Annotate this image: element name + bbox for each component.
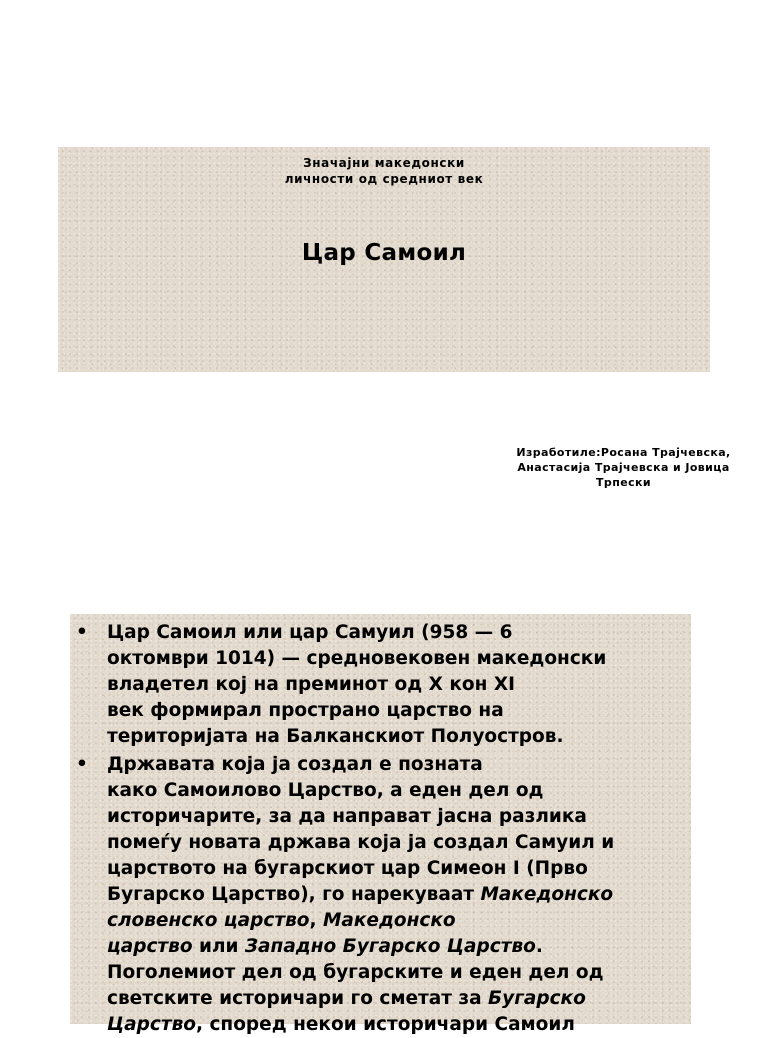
content-slide	[70, 614, 691, 1035]
text-line: како Самоилово Царство, а еден дел од	[107, 780, 544, 801]
text-run: .	[535, 936, 543, 957]
subtitle-line: Значајни македонски	[303, 156, 465, 170]
text-line	[107, 908, 691, 934]
text-run: Бугарско Царство), го нарекуваат	[107, 884, 481, 905]
text-line: Поголемиот дел од бугарските и еден дел од	[107, 962, 604, 983]
text-line: октомври 1014) — средновековен македонски	[107, 648, 607, 669]
bullet-item	[70, 752, 691, 1038]
bullet-list	[70, 620, 691, 1038]
italic-term: царство	[107, 936, 193, 957]
text-line: историчарите, за да направат јасна разлика	[107, 806, 587, 827]
text-line: територијата на Балканскиот Полуостров.	[107, 726, 564, 747]
slide-title: Цар Самоил	[301, 240, 467, 266]
text-line: век формирал пространо царство на	[107, 700, 504, 721]
text-line	[107, 1012, 691, 1038]
text-line: царството на бугарскиот цар Симеон I (Прво	[107, 858, 588, 879]
title-slide	[58, 147, 710, 372]
italic-term: Бугарско	[488, 988, 586, 1009]
text-line: помеѓу новата држава која ја создал Самуил и	[107, 832, 615, 853]
bullet-dot-icon: •	[76, 622, 88, 643]
text-run: , според некои историчари Самоил	[196, 1014, 575, 1035]
italic-term: Македонско	[480, 884, 614, 905]
subtitle-line: личности од средниот век	[284, 172, 484, 186]
text-line	[107, 934, 691, 960]
text-run: или	[192, 936, 245, 957]
text-line	[107, 620, 691, 646]
text-run: светските историчари го сметат за	[107, 988, 489, 1009]
text-line: владетел кој на преминот од X кон XI	[107, 674, 515, 695]
authors-line: Анастасија Трајчевска и Јовица	[517, 461, 730, 474]
text-line: Државата која ја создал е позната	[107, 754, 483, 775]
text-run: Цар Самоил или цар Самуил (958 — 6	[107, 622, 513, 643]
text-run: ,	[309, 910, 323, 931]
text-line	[107, 882, 691, 908]
italic-term: словенско царство	[107, 910, 310, 931]
authors-credit	[506, 445, 741, 490]
slide-subtitle	[58, 155, 710, 187]
bullet-dot-icon: •	[76, 754, 88, 775]
italic-term: Западно Бугарско Царство	[244, 936, 536, 957]
authors-line: Трпески	[596, 476, 651, 489]
italic-term: Македонско	[322, 910, 456, 931]
authors-line: Изработиле:Росана Трајчевска,	[516, 446, 731, 459]
text-line	[107, 986, 691, 1012]
bullet-item	[70, 620, 691, 750]
italic-term: Царство	[107, 1014, 196, 1035]
